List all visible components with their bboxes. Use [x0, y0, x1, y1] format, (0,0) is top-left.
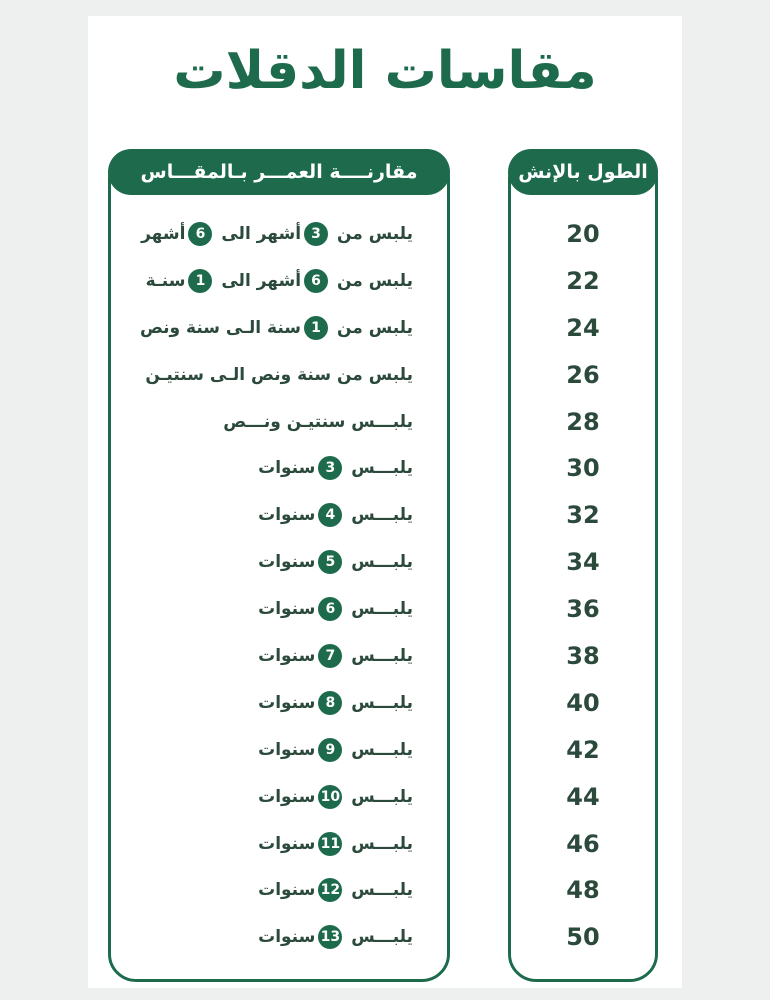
- number-badge: 1: [304, 316, 328, 340]
- age-text: يلبس من: [336, 224, 413, 244]
- length-value: 48: [566, 876, 600, 905]
- age-text: يلبـــس سنتيـن ونـــص: [223, 411, 413, 432]
- age-text: يلبـــس: [351, 927, 413, 948]
- age-description-row: [111, 633, 447, 680]
- age-description-row: [111, 914, 447, 961]
- age-text: سنوات: [258, 505, 316, 526]
- length-value: 44: [566, 782, 600, 811]
- age-text: يلبـــس: [351, 833, 413, 854]
- age-description-row: [111, 399, 447, 446]
- age-text: يلبس من: [336, 317, 413, 338]
- age-rows: [111, 211, 447, 961]
- age-description-row: [111, 539, 447, 586]
- number-badge: 6: [318, 597, 342, 621]
- length-value: 32: [566, 501, 600, 530]
- age-text: سنوات: [258, 646, 316, 667]
- length-column-header: الطول بالإنش: [508, 149, 658, 195]
- age-text: يلبـــس: [351, 505, 413, 526]
- age-description-row: [111, 586, 447, 633]
- age-description-row: [111, 352, 447, 399]
- age-text: سنوات: [258, 927, 316, 948]
- age-text: أشهر الى: [221, 224, 302, 244]
- age-description-row: [111, 305, 447, 352]
- length-value: 38: [566, 642, 600, 671]
- number-badge: 4: [318, 503, 342, 527]
- length-value: 24: [566, 313, 600, 342]
- number-badge: 6: [188, 222, 212, 246]
- number-badge: 12: [318, 878, 342, 902]
- number-badge: 11: [318, 832, 342, 856]
- number-badge: 8: [318, 691, 342, 715]
- size-chart-card: [88, 16, 682, 988]
- length-value: 30: [566, 454, 600, 483]
- length-value: 26: [566, 360, 600, 389]
- age-description-row: [111, 680, 447, 727]
- age-text: يلبـــس: [351, 692, 413, 713]
- length-value: 50: [566, 923, 600, 952]
- age-text: سنوات: [258, 692, 316, 713]
- number-badge: 13: [318, 925, 342, 949]
- age-text: سنوات: [258, 833, 316, 854]
- age-column: [108, 150, 450, 982]
- number-badge: 3: [318, 456, 342, 480]
- age-text: أشهر الى: [221, 270, 302, 291]
- age-text: سنوات: [258, 786, 316, 807]
- age-text: سنـة: [145, 270, 186, 291]
- age-text: سنوات: [258, 458, 316, 479]
- age-text: سنوات: [258, 552, 316, 573]
- length-value: 22: [566, 266, 600, 295]
- number-badge: 7: [318, 644, 342, 668]
- age-text: أشهر: [141, 224, 186, 244]
- length-value: 42: [566, 735, 600, 764]
- age-text: يلبـــس: [351, 458, 413, 479]
- length-value: 28: [566, 407, 600, 436]
- age-text: سنوات: [258, 880, 316, 901]
- length-value: 20: [566, 220, 600, 248]
- number-badge: 5: [318, 550, 342, 574]
- age-text: سنة الـى سنة ونص: [139, 317, 302, 338]
- age-description-row: [111, 774, 447, 821]
- length-value: 36: [566, 595, 600, 624]
- length-value: 34: [566, 548, 600, 577]
- age-text: يلبس من سنة ونص الـى سنتيـن: [145, 364, 413, 385]
- age-text: يلبـــس: [351, 552, 413, 573]
- length-value: 40: [566, 688, 600, 717]
- age-text: يلبـــس: [351, 599, 413, 620]
- age-text: يلبس من: [336, 270, 413, 291]
- length-column: [508, 150, 658, 982]
- number-badge: 9: [318, 738, 342, 762]
- age-column-header: مقارنــــة العمـــر بـالمقـــاس: [108, 149, 450, 195]
- age-description-row: [111, 211, 447, 258]
- page-title: مقاسات الدقلات: [173, 41, 597, 101]
- age-text: سنوات: [258, 599, 316, 620]
- age-description-row: [111, 492, 447, 539]
- age-description-row: [111, 445, 447, 492]
- age-text: سنوات: [258, 739, 316, 760]
- age-description-row: [111, 821, 447, 868]
- number-badge: 1: [188, 269, 212, 293]
- number-badge: 3: [304, 222, 328, 246]
- age-text: يلبـــس: [351, 646, 413, 667]
- age-text: يلبـــس: [351, 786, 413, 807]
- age-description-row: [111, 727, 447, 774]
- number-badge: 6: [304, 269, 328, 293]
- age-description-row: [111, 258, 447, 305]
- age-description-row: [111, 867, 447, 914]
- length-rows: [511, 211, 655, 961]
- age-text: يلبـــس: [351, 880, 413, 901]
- number-badge: 10: [318, 785, 342, 809]
- length-value: 46: [566, 829, 600, 858]
- age-text: يلبـــس: [351, 739, 413, 760]
